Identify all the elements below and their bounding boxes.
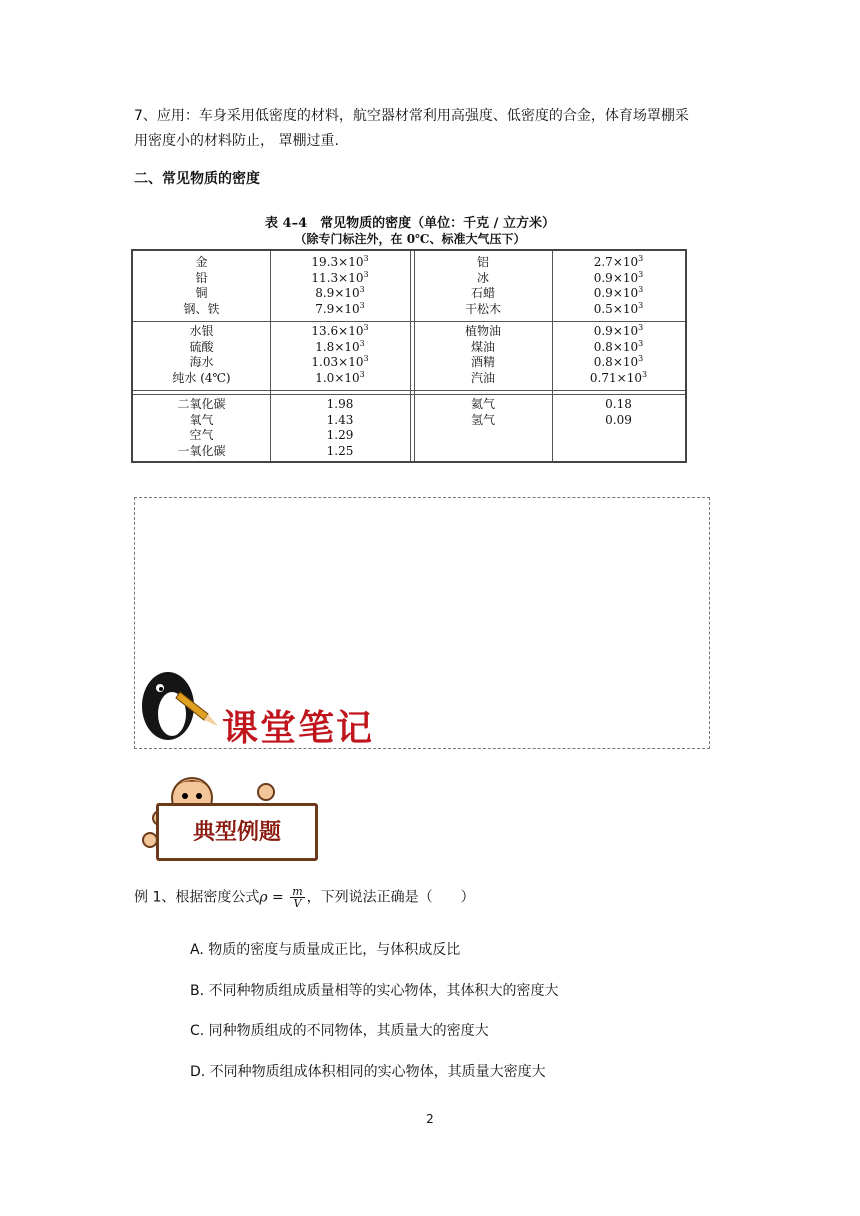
left-density-value: $13.6\times 10^3$ <box>311 323 369 338</box>
right-density-value: $0.9\times 10^3$ <box>593 269 644 285</box>
left-substance-name: 海水 <box>189 355 214 369</box>
right-substance-name: 酒精 <box>470 355 495 369</box>
exponent: 3 <box>638 323 644 332</box>
question-stem <box>134 886 475 909</box>
exponent: 3 <box>638 300 644 310</box>
right-substance-name: 石蜡 <box>470 286 495 300</box>
left-density-value: $19.3\times 10^3$ <box>311 254 369 269</box>
left-density-value: $11.3\times 10^3$ <box>311 269 369 285</box>
left-density-value: $1.0\times 10^3$ <box>315 369 365 385</box>
right-substance-name: 氦气 <box>470 397 495 411</box>
exponent: 3 <box>638 338 644 348</box>
exponent: 3 <box>363 323 369 332</box>
left-substance-name: 二氧化碳 <box>177 397 226 411</box>
left-density-value: $1.03\times 10^3$ <box>311 354 369 369</box>
right-substance-name: 冰 <box>476 270 489 285</box>
left-substance-name: 钢、铁 <box>183 301 220 316</box>
exponent: 3 <box>638 285 644 294</box>
table-subcaption: （除专门标注外，在 0℃、标准大气压下） <box>294 232 526 246</box>
left-substance-name: 水银 <box>189 324 214 338</box>
rho-symbol: ρ <box>259 889 268 906</box>
right-density-value: $0.8\times 10^3$ <box>593 354 644 369</box>
exponent: 3 <box>359 300 365 310</box>
right-density-value: 0.09 <box>605 412 632 427</box>
right-density-value: $0.5\times 10^3$ <box>593 300 644 316</box>
right-density-value: $0.71\times 10^3$ <box>589 369 648 385</box>
right-substance-name: 汽油 <box>470 370 495 385</box>
section7-line2: 用密度小的材料防止， 罩棚过重. <box>134 133 339 149</box>
right-density-value: $0.9\times 10^3$ <box>593 285 644 300</box>
question-prefix: 例 1、根据密度公式 <box>134 889 260 906</box>
exponent: 3 <box>641 369 648 379</box>
left-density-value: $1.8\times 10^3$ <box>315 338 365 354</box>
left-substance-name: 硫酸 <box>189 339 214 354</box>
left-substance-name: 空气 <box>189 428 214 442</box>
formula-denominator: V <box>293 897 302 910</box>
right-substance-name: 干松木 <box>464 301 501 316</box>
left-substance-name: 氧气 <box>189 412 214 427</box>
left-substance-name: 铅 <box>195 270 208 285</box>
exponent: 3 <box>363 354 369 363</box>
left-substance-name: 铜 <box>195 286 208 300</box>
section7-line1: 7、应用：车身采用低密度的材料，航空器材常利用高强度、低密度的合金，体育场罩棚采 <box>134 108 689 124</box>
section-heading: 二、常见物质的密度 <box>134 171 260 187</box>
left-substance-name: 纯水 (4℃) <box>172 370 231 385</box>
right-density-value: $2.7\times 10^3$ <box>593 254 644 269</box>
formula-numerator: m <box>292 885 303 898</box>
right-substance-name: 铝 <box>476 255 489 269</box>
density-table <box>131 249 687 463</box>
left-density-value: $7.9\times 10^3$ <box>315 300 365 316</box>
exponent: 3 <box>638 269 644 279</box>
right-substance-name: 煤油 <box>470 339 495 354</box>
right-substance-name: 氢气 <box>470 412 495 427</box>
exponent: 3 <box>638 254 644 263</box>
left-density-value: 1.43 <box>326 412 354 427</box>
equals-sign: = <box>267 889 289 906</box>
option-c: C. 同种物质组成的不同物体，其质量大的密度大 <box>190 1023 489 1039</box>
density-formula <box>290 886 304 909</box>
left-density-value: 1.25 <box>326 443 354 458</box>
question-suffix: ，下列说法正确是（ ） <box>306 889 475 906</box>
option-a: A. 物质的密度与质量成正比，与体积成反比 <box>190 942 461 958</box>
left-substance-name: 一氧化碳 <box>177 443 226 458</box>
left-density-value: $8.9\times 10^3$ <box>315 285 365 300</box>
right-substance-name: 植物油 <box>464 324 501 338</box>
exponent: 3 <box>363 254 369 263</box>
exponent: 3 <box>638 354 644 363</box>
right-density-value: $0.9\times 10^3$ <box>593 323 644 338</box>
exponent: 3 <box>359 338 365 348</box>
option-b: B. 不同种物质组成质量相等的实心物体，其体积大的密度大 <box>190 983 559 999</box>
option-d: D. 不同种物质组成体积相同的实心物体，其质量大密度大 <box>190 1064 546 1080</box>
page-number: 2 <box>426 1112 434 1126</box>
left-substance-name: 金 <box>195 255 208 269</box>
exponent: 3 <box>363 269 369 279</box>
right-density-value: $0.8\times 10^3$ <box>593 338 644 354</box>
example-badge: 典型例题 <box>156 803 318 861</box>
right-density-value: 0.18 <box>605 397 632 411</box>
left-density-value: 1.29 <box>326 428 354 442</box>
penguin-pencil-icon <box>138 662 222 746</box>
notes-title: 课堂笔记 <box>222 707 375 749</box>
table-caption: 表 4–4 常见物质的密度（单位：千克 / 立方米） <box>265 216 555 231</box>
exponent: 3 <box>359 369 365 379</box>
exponent: 3 <box>359 285 365 294</box>
left-density-value: 1.98 <box>326 397 354 411</box>
